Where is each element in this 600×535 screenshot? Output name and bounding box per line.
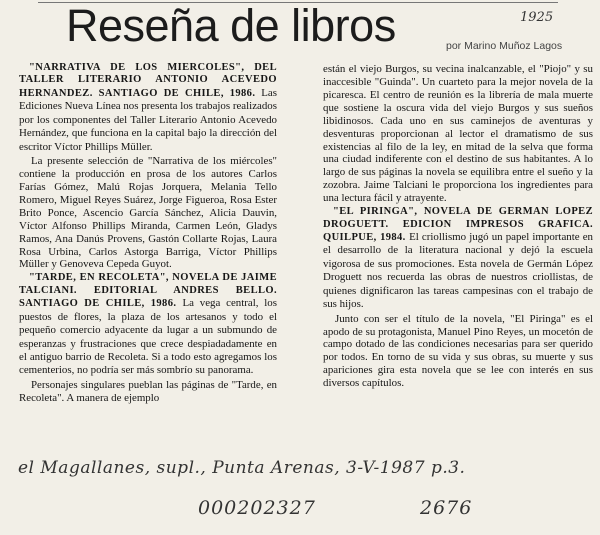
review-paragraph: Personajes singulares pueblan las páginas de "Tarde, en Recoleta". A manera de ejemplo (19, 378, 277, 404)
byline: por Marino Muñoz Lagos (446, 40, 563, 52)
right-column (323, 63, 593, 390)
review-heading: "TARDE, EN RECOLETA", NOVELA DE JAIME TALCIANI. EDITORIAL ANDRES BELLO. SANTIAGO DE CHILE, 1986. (19, 272, 277, 310)
review-text: La vega central, los puestos de flores, la plaza de los artesanos y todo el pequeño comercio adyacente da lugar a un submundo de esperanzas y frustraciones que crece despiadadamente en el antiguo barrio de Recoleta. Si a todo esto agregamos los cementerios, no podría ser más sombrío su panorama. (19, 297, 277, 377)
handwritten-citation: el Magallanes, supl., Punta Arenas, 3-V-1987 p.3. (18, 458, 466, 478)
archive-code: 000202327 (198, 497, 316, 519)
review-paragraph: Junto con ser el título de la novela, "El Piringa" es el apodo de su protagonista, Manuel Pino Reyes, un mocetón de campo dotado de las condiciones necesarias para ser querido por todos. En torno de su vida y sus obras, su muerte y sus apariciones gira esta novela que se lee con interés en sus diversos capítulos. (323, 312, 593, 390)
review-paragraph (19, 272, 277, 378)
review-paragraph (19, 62, 277, 154)
review-paragraph: La presente selección de "Narrativa de los miércoles" contiene la producción en prosa de los autores Carlos Farías Gómez, Malú Rojas Jorquera, Melania Tello Romero, Miguel Reyes Suárez, Jorge Figueroa, Rosa Ester Brito Ponce, Ascencio García Sánchez, Alicia Dauvin, Víctor Alfonso Phillips Miranda, Carmen León, Gladys Ramos, Ana Danús Provens, Gastón Collarte Rojas, Laura Rosa Urbina, Carlos Astorga Barriga, Víctor Phillips Müller y Genoveva Cepeda Guyot. (19, 155, 277, 271)
review-heading: "EL PIRINGA", NOVELA DE GERMAN LOPEZ DROGUETT. EDICION IMPRESOS GRAFICA. QUILPUE, 1984. (323, 206, 593, 244)
review-heading: "NARRATIVA DE LOS MIERCOLES", DEL TALLER LITERARIO ANTONIO ACEVEDO HERNANDEZ. SANTIAGO DE CHILE, 1986. (19, 62, 277, 99)
handwritten-year: 1925 (520, 10, 554, 25)
review-paragraph (323, 206, 593, 312)
archive-number: 2676 (420, 497, 473, 519)
review-text: El criollismo jugó un papel importante en el desarrollo de la literatura nacional y dejó la escuela vigorosa de sus promociones. Esta novela de Germán López Droguett nos recuerda las obras de nuestros criollistas, de quienes dignificaron las tareas campesinas con el trabajo de sus hijos. (323, 231, 593, 311)
section-title: Reseña de libros (66, 0, 396, 51)
review-paragraph: están el viejo Burgos, su vecina inalcanzable, el "Piojo" y su inaccesible "Guinda". Un cuarteto para la mejor novela de la picaresca. El centro de reunión es la librería de mala muerte que sostiene la oscura vida del viejo Burgos y sus sueños libidinosos. Cada uno en sus caminejos de aventuras y desventuras proporcionan al lector el dramatismo de sus existencias al filo de la ley, en mitad de la selva que forma una ciudad indiferente con el destino de sus habitantes. A lo largo de sus páginas la novela se equilibra entre el sueño y la zozobra. Jaime Talciani le proporciona los ingredientes para una lectura fácil y atrayente. (323, 63, 593, 205)
review-text: Las Ediciones Nueva Línea nos presenta los trabajos realizados por los componentes del Taller Literario Antonio Acevedo Hernández, que funciona en la capital bajo la dirección del escritor Víctor Phillips Müller. (19, 86, 277, 153)
left-column (19, 62, 277, 405)
